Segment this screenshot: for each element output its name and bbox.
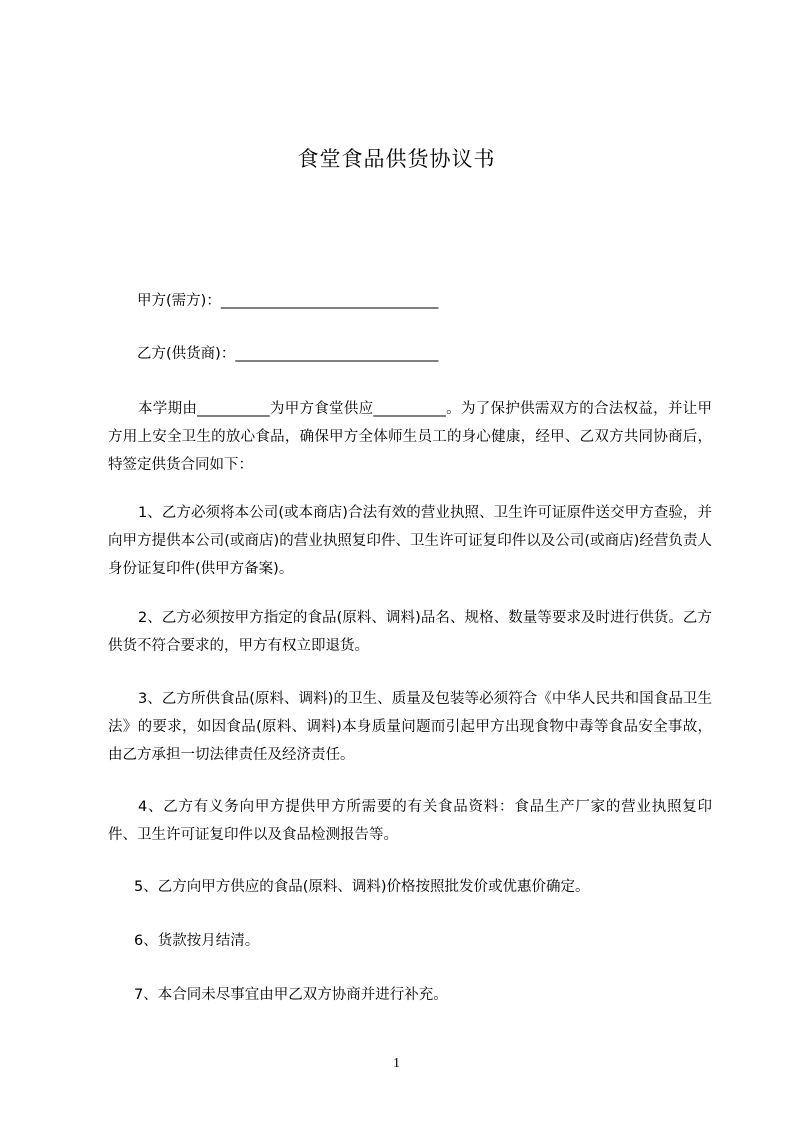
party-a-line: 甲方(需方)：______________________________ xyxy=(137,293,439,309)
clause-text: 7、本合同未尽事宜由甲乙双方协商并进行补充。 xyxy=(134,987,448,1003)
clause-text: 5、乙方向甲方供应的食品(原料、调料)价格按照批发价或优惠价确定。 xyxy=(134,879,590,895)
document-title: 食堂食品供货协议书 xyxy=(297,147,496,171)
clause-text: 6、货款按月结清。 xyxy=(134,933,260,949)
clause-6 xyxy=(108,927,712,955)
clause-7 xyxy=(108,981,712,1009)
clause-text: 3、乙方所供食品(原料、调料)的卫生、质量及包装等必须符合《中华人民共和国食品卫生法》的要求，如因食品(原料、调料)本身质量问题而引起甲方出现食物中毒等食品安全事故，由乙方承担一切法律责任及经济责任。 xyxy=(108,691,712,763)
clause-1 xyxy=(108,499,712,583)
clause-3 xyxy=(108,685,712,769)
intro-paragraph xyxy=(108,395,712,479)
intro-text: 本学期由__________为甲方食堂供应__________。为了保护供需双方的合法权益，并让甲方用上安全卫生的放心食品，确保甲方全体师生员工的身心健康，经甲、乙双方共同协商后，特签定供货合同如下： xyxy=(108,401,712,473)
clause-4 xyxy=(108,793,712,849)
clause-text: 2、乙方必须按甲方指定的食品(原料、调料)品名、规格、数量等要求及时进行供货。乙方供货不符合要求的，甲方有权立即退货。 xyxy=(108,610,712,654)
party-b-line: 乙方(供货商)：____________________________ xyxy=(137,346,439,362)
clause-5 xyxy=(108,873,712,901)
clause-text: 1、乙方必须将本公司(或本商店)合法有效的营业执照、卫生许可证原件送交甲方查验，并向甲方提供本公司(或商店)的营业执照复印件、卫生许可证复印件以及公司(或商店)经营负责人身份证复印件(供甲方备案)。 xyxy=(108,505,712,577)
clause-2 xyxy=(108,604,712,660)
clause-text: 4、乙方有义务向甲方提供甲方所需要的有关食品资料：食品生产厂家的营业执照复印件、卫生许可证复印件以及食品检测报告等。 xyxy=(108,799,712,843)
page-number: 1 xyxy=(393,1056,400,1071)
